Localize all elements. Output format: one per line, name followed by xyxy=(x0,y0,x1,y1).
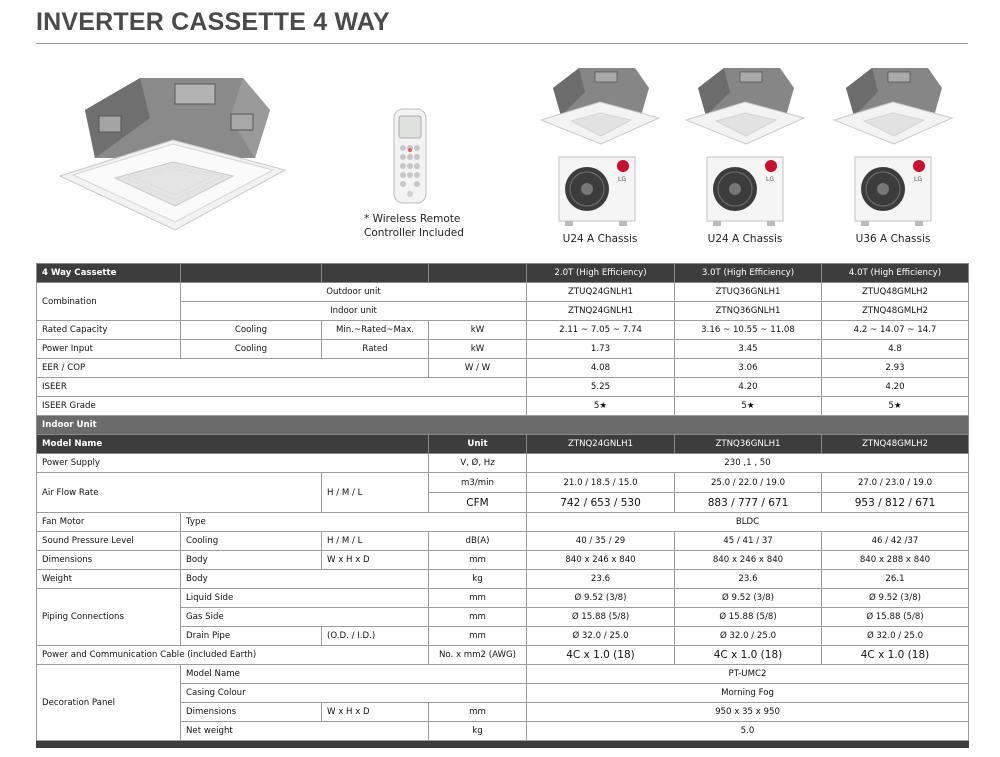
table-cell: 23.6 xyxy=(527,570,675,589)
table-cell: Ø 9.52 (3/8) xyxy=(675,589,822,608)
table-cell: Ø 32.0 / 25.0 xyxy=(675,627,822,646)
table-cell: 2.93 xyxy=(822,359,969,378)
table-section-row xyxy=(37,416,969,435)
title-divider xyxy=(36,43,968,44)
table-cell: Fan Motor xyxy=(37,513,181,532)
table-cell: 230 ,1 , 50 xyxy=(527,454,969,473)
table-row xyxy=(37,359,969,378)
spec-table xyxy=(36,263,969,748)
table-cell: Cooling xyxy=(181,321,322,340)
table-row xyxy=(37,589,969,608)
table-header-row xyxy=(37,264,969,283)
table-cell: 5.25 xyxy=(527,378,675,397)
table-cell: Net weight xyxy=(181,722,429,741)
table-row xyxy=(37,551,969,570)
table-cell: Model Name xyxy=(37,435,429,454)
table-cell: W x H x D xyxy=(322,551,429,570)
table-cell: Power Supply xyxy=(37,454,429,473)
table-cell: Cooling xyxy=(181,532,322,551)
table-cell: mm xyxy=(429,703,527,722)
table-cell: Ø 32.0 / 25.0 xyxy=(822,627,969,646)
table-cell: 742 / 653 / 530 xyxy=(527,493,675,513)
table-cell: Ø 15.88 (5/8) xyxy=(675,608,822,627)
outdoor-unit-brand: LG xyxy=(766,176,774,183)
table-cell: ISEER xyxy=(37,378,527,397)
table-cell: 3.06 xyxy=(675,359,822,378)
table-cell: 23.6 xyxy=(675,570,822,589)
table-cell: 5★ xyxy=(675,397,822,416)
remote-caption xyxy=(364,212,464,240)
table-cell: 840 x 246 x 840 xyxy=(527,551,675,570)
table-cell: 4.20 xyxy=(675,378,822,397)
table-row xyxy=(37,454,969,473)
table-cell: Liquid Side xyxy=(181,589,429,608)
chassis-group-2 xyxy=(680,58,810,248)
table-row xyxy=(37,321,969,340)
table-cell: Dimensions xyxy=(37,551,181,570)
table-cell: kg xyxy=(429,570,527,589)
table-cell: H / M / L xyxy=(322,473,429,513)
table-cell: Min.~Rated~Max. xyxy=(322,321,429,340)
table-cell: mm xyxy=(429,589,527,608)
table-cell: Ø 9.52 (3/8) xyxy=(822,589,969,608)
table-cell xyxy=(181,264,322,283)
table-cell: 25.0 / 22.0 / 19.0 xyxy=(675,473,822,493)
outdoor-unit-image xyxy=(705,153,785,229)
table-cell: Weight xyxy=(37,570,181,589)
table-cell: Model Name xyxy=(181,665,527,684)
table-cell: W x H x D xyxy=(322,703,429,722)
chassis-label: U24 A Chassis xyxy=(562,233,638,245)
table-cell: Ø 9.52 (3/8) xyxy=(527,589,675,608)
table-cell: 4.08 xyxy=(527,359,675,378)
table-cell xyxy=(429,264,527,283)
table-cell: Unit xyxy=(429,435,527,454)
table-row xyxy=(37,646,969,665)
small-cassette-image xyxy=(680,58,810,146)
table-cell: ZTNQ24GNLH1 xyxy=(527,435,675,454)
table-cell: 4C x 1.0 (18) xyxy=(527,646,675,665)
table-cell: ZTUQ24GNLH1 xyxy=(527,283,675,302)
table-cell: 45 / 41 / 37 xyxy=(675,532,822,551)
table-cell: kW xyxy=(429,340,527,359)
table-cell: Indoor Unit xyxy=(37,416,969,435)
table-cell: 840 x 246 x 840 xyxy=(675,551,822,570)
table-row xyxy=(37,378,969,397)
table-footer-bar xyxy=(37,741,969,748)
table-cell: 883 / 777 / 671 xyxy=(675,493,822,513)
table-cell: 4C x 1.0 (18) xyxy=(675,646,822,665)
table-cell: 5★ xyxy=(527,397,675,416)
table-cell: 3.0T (High Efficiency) xyxy=(675,264,822,283)
table-cell: Outdoor unit xyxy=(181,283,527,302)
table-cell: V, Ø, Hz xyxy=(429,454,527,473)
table-cell: 3.45 xyxy=(675,340,822,359)
table-row xyxy=(37,570,969,589)
table-cell: Rated xyxy=(322,340,429,359)
table-cell: Power Input xyxy=(37,340,181,359)
table-cell: 1.73 xyxy=(527,340,675,359)
table-cell: Ø 15.88 (5/8) xyxy=(527,608,675,627)
table-cell: Ø 32.0 / 25.0 xyxy=(527,627,675,646)
table-cell: (O.D. / I.D.) xyxy=(322,627,429,646)
table-cell: Dimensions xyxy=(181,703,322,722)
table-row xyxy=(37,532,969,551)
table-cell: Casing Colour xyxy=(181,684,527,703)
table-cell: Rated Capacity xyxy=(37,321,181,340)
table-cell: 4 Way Cassette xyxy=(37,264,181,283)
table-cell: ISEER Grade xyxy=(37,397,527,416)
table-cell: 46 / 42 /37 xyxy=(822,532,969,551)
table-cell: W / W xyxy=(429,359,527,378)
table-cell: 4C x 1.0 (18) xyxy=(822,646,969,665)
table-cell: Gas Side xyxy=(181,608,429,627)
table-cell: 21.0 / 18.5 / 15.0 xyxy=(527,473,675,493)
table-row xyxy=(37,397,969,416)
table-cell: mm xyxy=(429,608,527,627)
remote-caption-line1: * Wireless Remote xyxy=(364,213,461,225)
table-row xyxy=(37,283,969,302)
remote-control-image xyxy=(392,108,428,204)
table-cell: Ø 15.88 (5/8) xyxy=(822,608,969,627)
table-row xyxy=(37,473,969,493)
table-cell: Sound Pressure Level xyxy=(37,532,181,551)
table-cell: Indoor unit xyxy=(181,302,527,321)
table-cell: EER / COP xyxy=(37,359,429,378)
table-cell: Cooling xyxy=(181,340,322,359)
table-cell: 27.0 / 23.0 / 19.0 xyxy=(822,473,969,493)
table-cell: H / M / L xyxy=(322,532,429,551)
table-cell: 840 x 288 x 840 xyxy=(822,551,969,570)
table-cell: 4.20 xyxy=(822,378,969,397)
table-row xyxy=(37,665,969,684)
outdoor-unit-brand: LG xyxy=(914,176,922,183)
table-cell: ZTUQ36GNLH1 xyxy=(675,283,822,302)
table-cell: 26.1 xyxy=(822,570,969,589)
table-cell: 2.11 ~ 7.05 ~ 7.74 xyxy=(527,321,675,340)
table-cell: ZTNQ36GNLH1 xyxy=(675,435,822,454)
table-cell: 4.8 xyxy=(822,340,969,359)
chassis-group-3 xyxy=(828,58,958,248)
table-cell: Type xyxy=(181,513,527,532)
table-row xyxy=(37,340,969,359)
table-cell: Air Flow Rate xyxy=(37,473,322,513)
table-cell: 4.0T (High Efficiency) xyxy=(822,264,969,283)
table-cell: No. x mm2 (AWG) xyxy=(429,646,527,665)
table-cell: ZTNQ36GNLH1 xyxy=(675,302,822,321)
chassis-group-1 xyxy=(535,58,665,248)
outdoor-unit-brand: LG xyxy=(618,176,626,183)
table-cell: Power and Communication Cable (included Earth) xyxy=(37,646,429,665)
page-title: INVERTER CASSETTE 4 WAY xyxy=(36,8,390,36)
table-cell: 5★ xyxy=(822,397,969,416)
table-cell: 2.0T (High Efficiency) xyxy=(527,264,675,283)
table-cell: ZTUQ48GMLH2 xyxy=(822,283,969,302)
table-cell: ZTNQ48GMLH2 xyxy=(822,302,969,321)
table-cell: 953 / 812 / 671 xyxy=(822,493,969,513)
table-cell: kW xyxy=(429,321,527,340)
table-cell: 950 x 35 x 950 xyxy=(527,703,969,722)
table-cell: 40 / 35 / 29 xyxy=(527,532,675,551)
table-cell: 4.2 ~ 14.07 ~ 14.7 xyxy=(822,321,969,340)
outdoor-unit-image xyxy=(853,153,933,229)
table-cell: m3/min xyxy=(429,473,527,493)
table-cell xyxy=(322,264,429,283)
table-cell: BLDC xyxy=(527,513,969,532)
chassis-label: U36 A Chassis xyxy=(855,233,931,245)
cassette-unit-image xyxy=(55,58,290,238)
table-header-row xyxy=(37,435,969,454)
table-cell: PT-UMC2 xyxy=(527,665,969,684)
chassis-label: U24 A Chassis xyxy=(707,233,783,245)
table-cell: mm xyxy=(429,627,527,646)
table-cell: CFM xyxy=(429,493,527,513)
small-cassette-image xyxy=(535,58,665,146)
table-cell: 5.0 xyxy=(527,722,969,741)
small-cassette-image xyxy=(828,58,958,146)
table-row xyxy=(37,513,969,532)
table-cell: Piping Connections xyxy=(37,589,181,646)
table-cell: Morning Fog xyxy=(527,684,969,703)
table-cell: kg xyxy=(429,722,527,741)
table-cell: Decoration Panel xyxy=(37,665,181,741)
table-cell: Body xyxy=(181,551,322,570)
table-cell: Combination xyxy=(37,283,181,321)
table-cell: dB(A) xyxy=(429,532,527,551)
remote-caption-line2: Controller Included xyxy=(364,227,464,239)
table-cell: Drain Pipe xyxy=(181,627,322,646)
table-cell: mm xyxy=(429,551,527,570)
table-cell: Body xyxy=(181,570,429,589)
table-cell: 3.16 ~ 10.55 ~ 11.08 xyxy=(675,321,822,340)
table-cell xyxy=(37,741,969,748)
table-cell: ZTNQ48GMLH2 xyxy=(822,435,969,454)
outdoor-unit-image xyxy=(557,153,637,229)
table-cell: ZTNQ24GNLH1 xyxy=(527,302,675,321)
